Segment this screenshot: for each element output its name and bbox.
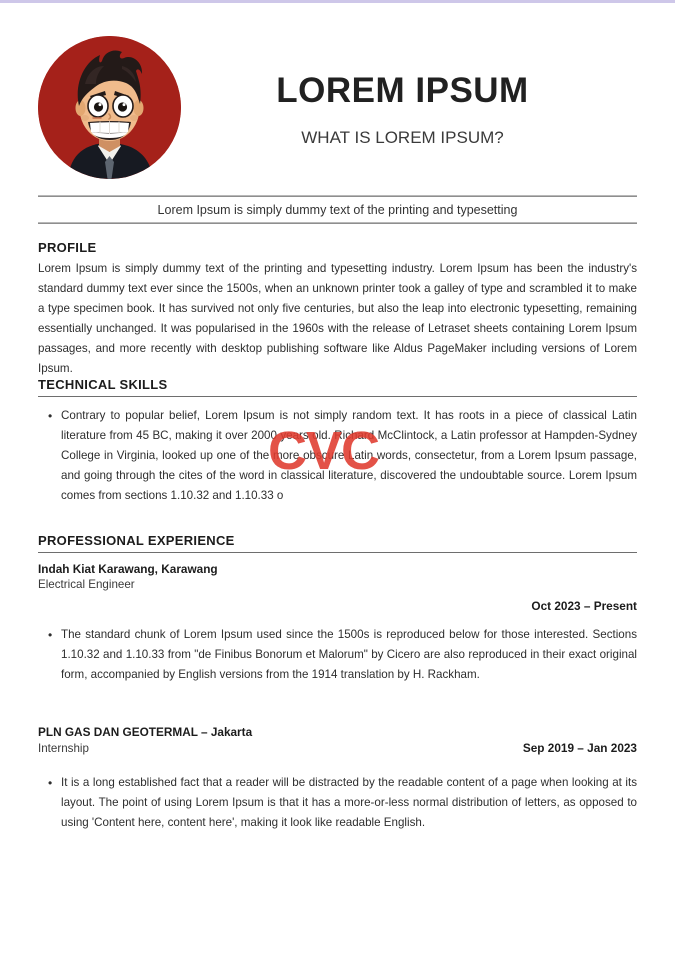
experience-date: Oct 2023 – Present bbox=[531, 599, 637, 613]
section-title-profile: PROFILE bbox=[38, 240, 97, 255]
section-rule-technical-skills bbox=[38, 396, 637, 397]
profile-paragraph: Lorem Ipsum is simply dummy text of the printing and typesetting industry. Lorem Ipsum has been the industry's standard dummy text ever since the 1500s, when an unknown printer took a galley of type and scrambled it to make a type specimen book. It has survived not only five centuries, but also the leap into electronic typesetting, remaining essentially unchanged. It was popularised in the 1960s with the release of Letraset sheets containing Lorem Ipsum passages, and more recently with desktop publishing software like Aldus PageMaker including versions of Lorem Ipsum. bbox=[38, 262, 637, 375]
avatar-container bbox=[38, 36, 186, 184]
technical-skills-list bbox=[38, 406, 637, 506]
page-title: LOREM IPSUM bbox=[276, 70, 529, 110]
cvc-watermark: CVC bbox=[268, 421, 380, 481]
experience-date: Sep 2019 – Jan 2023 bbox=[522, 741, 637, 755]
avatar bbox=[38, 36, 181, 179]
experience-organization: PLN GAS DAN GEOTERMAL – Jakarta bbox=[38, 725, 253, 739]
tagline-band bbox=[38, 195, 637, 224]
tagline-text: Lorem Ipsum is simply dummy text of the printing and typesetting bbox=[157, 203, 518, 217]
experience-date-row bbox=[38, 597, 637, 615]
divider-bottom bbox=[38, 222, 637, 224]
header-text-block bbox=[186, 72, 637, 149]
resume-page bbox=[0, 3, 675, 960]
list-item: • The standard chunk of Lorem Ipsum used since the 1500s is reproduced below for those interested. Sections 1.10.32 and 1.10.33 from "de Finibus Bonorum et Malorum" by Cicero are also reproduced in their exact original form, accompanied by English versions from the 1914 translation by H. Rackham. bbox=[61, 625, 637, 685]
section-profile bbox=[38, 240, 637, 379]
section-professional-experience bbox=[38, 533, 637, 685]
section-title-professional-experience: PROFESSIONAL EXPERIENCE bbox=[38, 533, 235, 548]
page-subtitle: WHAT IS LOREM IPSUM? bbox=[301, 128, 504, 148]
experience-bullet-list bbox=[38, 773, 637, 833]
list-item: • It is a long established fact that a reader will be distracted by the readable content of a page when looking at its layout. The point of using Lorem Ipsum is that it has a more-or-less normal distribution of letters, as opposed to using 'Content here, content here', making it look like readable English. bbox=[61, 773, 637, 833]
experience-organization: Indah Kiat Karawang, Karawang bbox=[38, 562, 218, 576]
experience-role: Electrical Engineer bbox=[38, 578, 135, 591]
section-title-technical-skills: TECHNICAL SKILLS bbox=[38, 377, 168, 392]
resume-header bbox=[38, 35, 637, 185]
section-rule-professional-experience bbox=[38, 552, 637, 553]
experience-role-date-line bbox=[38, 741, 637, 755]
experience-entry bbox=[38, 725, 637, 833]
experience-bullet-list bbox=[38, 625, 637, 685]
section-technical-skills bbox=[38, 377, 637, 506]
experience-role: Internship bbox=[38, 742, 89, 755]
list-item: • Contrary to popular belief, Lorem Ipsum is not simply random text. It has roots in a piece of classical Latin literature from 45 BC, making it over 2000 years old. Richard McClintock, a Latin professor at Hampden-Sydney College in Virginia, looked up one of the more obscure Latin words, consectetur, from a Lorem Ipsum passage, and going through the cites of the word in classical literature, discovered the undoubtable source. Lorem Ipsum comes from sections 1.10.32 and 1.10.33 o bbox=[61, 406, 637, 506]
experience-entry bbox=[38, 562, 637, 685]
